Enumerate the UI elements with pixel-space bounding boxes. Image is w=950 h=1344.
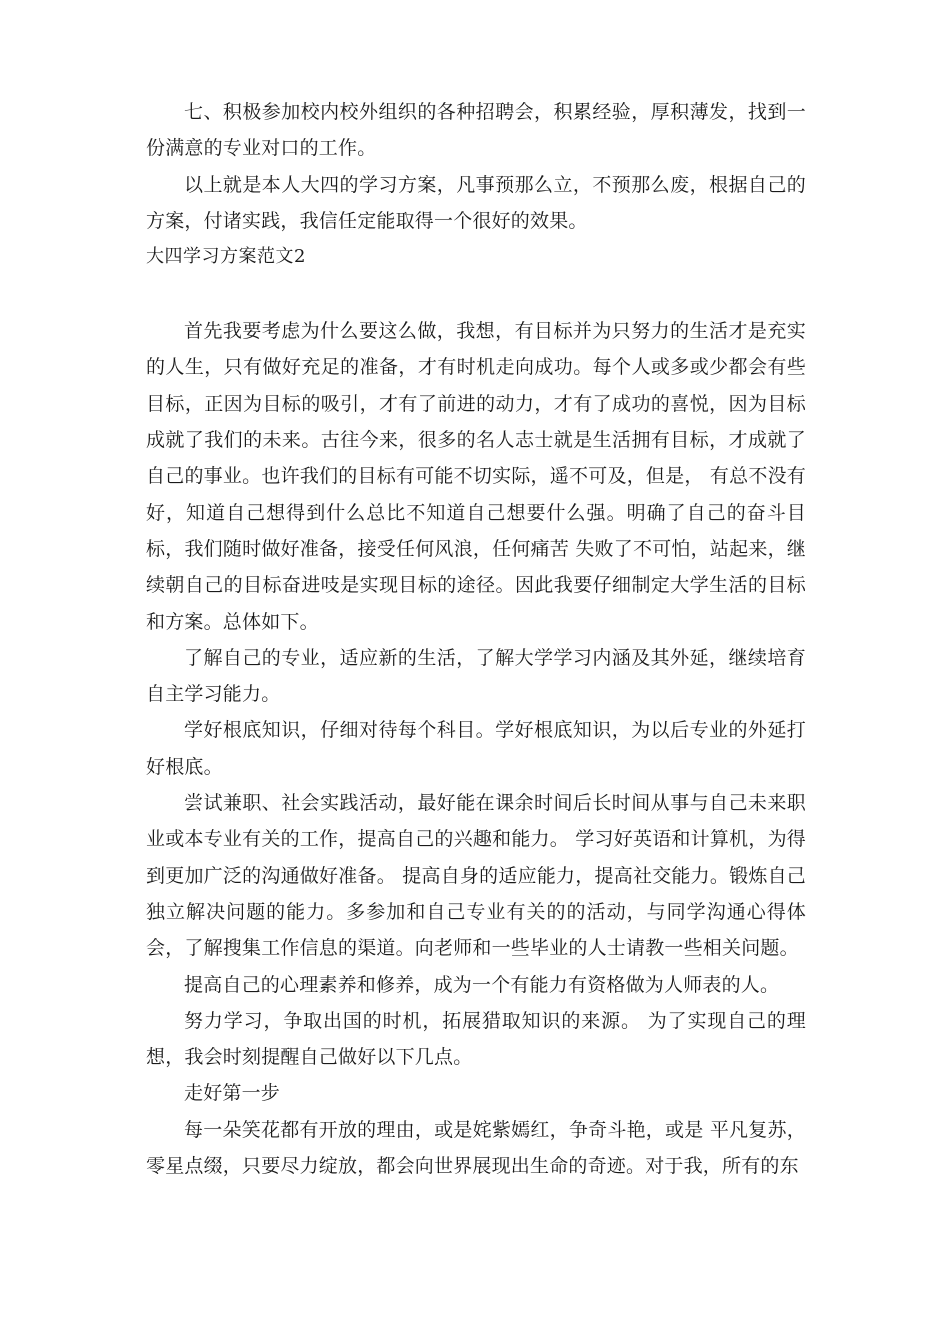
paragraph-understand-major: 了解自己的专业，适应新的生活，了解大学学习内涵及其外延，继续培育自主学习能力。 xyxy=(146,646,806,706)
paragraph-study-abroad: 努力学习，争取出国的时机，拓展猎取知识的来源。 为了实现自己的理想，我会时刻提醒自己做好以下几点。 xyxy=(146,1009,806,1069)
section-heading: 大四学习方案范文2 xyxy=(146,246,306,268)
document-page xyxy=(146,94,806,1184)
paragraph-first-step: 走好第一步 xyxy=(184,1082,281,1105)
paragraph-summary: 以上就是本人大四的学习方案，凡事预那么立，不预那么废，根据自己的方案，付诸实践，我信任定能取得一个很好的效果。 xyxy=(146,173,806,232)
paragraph-intro: 首先我要考虑为什么要这么做，我想，有目标并为只努力的生活才是充实的人生，只有做好充足的准备，才有时机走向成功。每个人或多或少都会有些目标，正因为目标的吸引，才有了前进的动力，才有了成功的喜悦，因为目标成就了我们的未来。古往今来，很多的名人志士就是生活拥有目标，才成就了自己的事业。也许我们的目标有可能不切实际，遥不可及，但是， 有总不没有好，知道自己想得到什么总比不知道自己想要什么强。明确了自己的奋斗目标，我们随时做好准备，接受任何风浪，任何痛苦 失败了不可怕，站起来，继续朝自己的目标奋进吱是实现目标的途径。因此我要仔细制定大学生活的目标和方案。总体如下。 xyxy=(146,320,806,633)
paragraph-psychology: 提高自己的心理素养和修养，成为一个有能力有资格做为人师表的人。 xyxy=(184,973,780,996)
blank-line xyxy=(146,275,806,313)
paragraph-basic-knowledge: 学好根底知识，仔细对待每个科目。学好根底知识，为以后专业的外延打好根底。 xyxy=(146,719,806,778)
paragraph-flower: 每一朵笑花都有开放的理由，或是姹紫嫣红，争奇斗艳，或是 平凡复苏，零星点缀，只要尽力绽放，都会向世界展现出生命的奇迹。对于我，所有的东 xyxy=(146,1118,806,1178)
paragraph-item-seven: 七、积极参加校内校外组织的各种招聘会，积累经验，厚积薄发，找到一份满意的专业对口的工作。 xyxy=(146,101,806,160)
paragraph-part-time: 尝试兼职、社会实践活动，最好能在课余时间后长时间从事与自己未来职业或本专业有关的工作，提高自己的兴趣和能力。 学习好英语和计算机，为得到更加广泛的沟通做好准备。 提高自身的适应能力，提高社交能力。锻炼自己独立解决问题的能力。多参加和自己专业有关的的活动，与同学沟通心得体会，了解搜集工作信息的渠道。向老师和一些毕业的人士请教一些相关问题。 xyxy=(146,792,806,960)
